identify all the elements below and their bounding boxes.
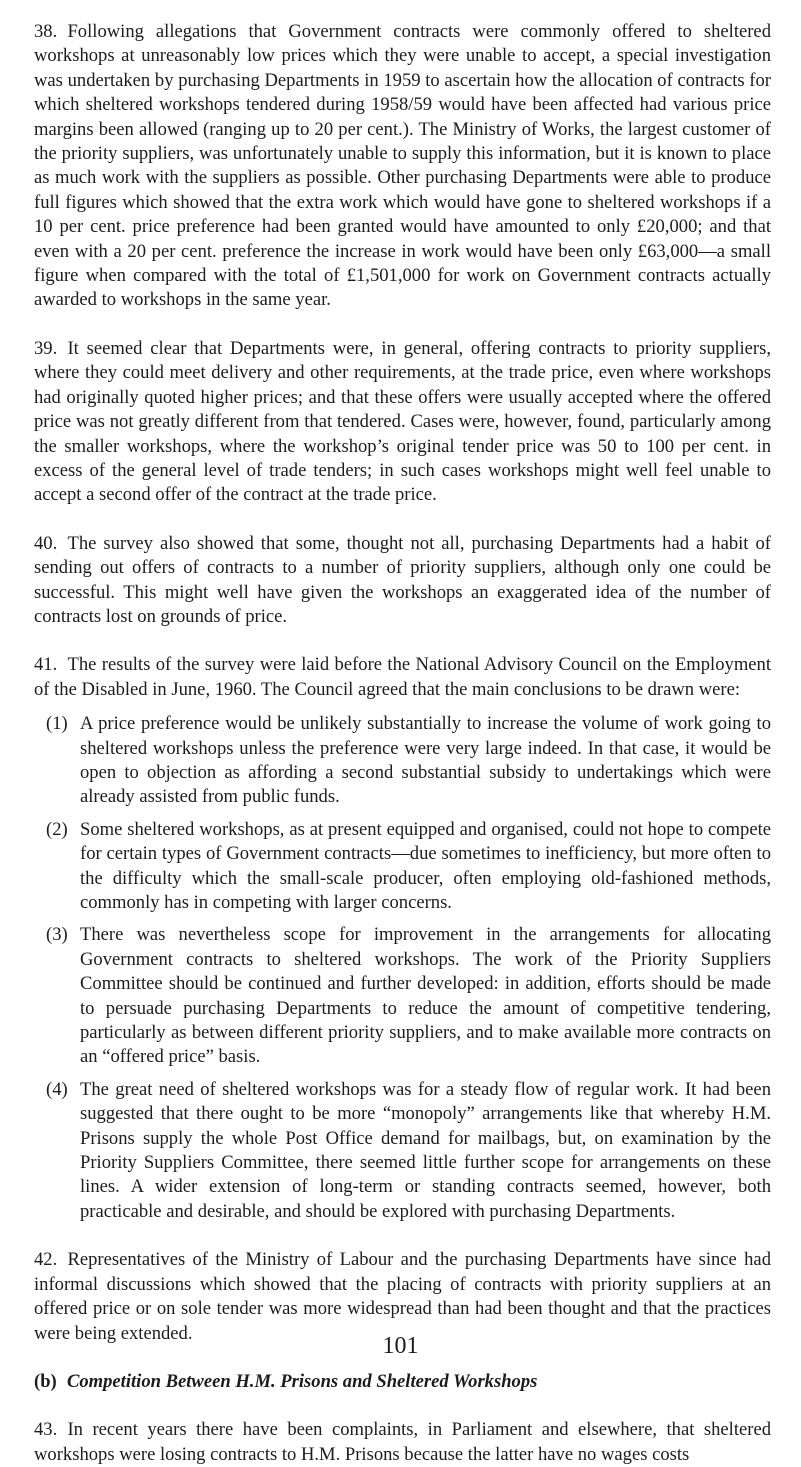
item-text: Some sheltered workshops, as at present equipped and organised, could not hope to compete for certain types of Government contracts—due sometimes to inefficiency, but more often to the difficulty which the small-scale producer, often employing old-fashioned methods, commonly has in competing with larger concerns. <box>80 818 771 913</box>
paragraph-38 <box>34 20 771 313</box>
conclusions-list <box>34 712 771 1224</box>
paragraph-text: The survey also showed that some, thought not all, purchasing Departments had a habit of sending out offers of contracts to a number of priority suppliers, although only one could be successful. This might well have given the workshops an exaggerated idea of the number of contracts lost on grounds of price. <box>34 532 771 627</box>
paragraph-number: 42. <box>34 1249 58 1271</box>
item-marker: (4) <box>46 1078 68 1100</box>
paragraph-number: 41. <box>34 654 58 676</box>
paragraph-text: The results of the survey were laid before the National Advisory Council on the Employment of the Disabled in June, 1960. The Council agreed that the main conclusions to be drawn were: <box>34 654 771 700</box>
paragraph-number: 40. <box>34 532 58 554</box>
paragraph-number: 38. <box>34 21 58 42</box>
section-heading <box>34 1370 771 1394</box>
paragraph-text: Following allegations that Government contracts were commonly offered to sheltered workshops at unreasonably low prices which they were unable to accept, a special investigation was undertaken by purchasing Departments in 1959 to ascertain how the allocation of contracts for which sheltered workshops tendered during 1958/59 would have been affected had various price margins been allowed (ranging up to 20 per cent.). The Ministry of Works, the largest customer of the priority suppliers, was unfortunately unable to supply this information, but it is known to place as much work with the suppliers as possible. Other purchasing Departments were able to produce full figures which showed that the extra work which would have gone to sheltered workshops if a 10 per cent. price preference had been granted would have amounted to only £20,000; and that even with a 20 per cent. preference the increase in work would have been only £63,000—a small figure when compared with the total of £1,501,000 for work on Government contracts actually awarded to workshops in the same year. <box>34 21 771 311</box>
paragraph-number: 39. <box>34 337 58 359</box>
item-text: There was nevertheless scope for improvement in the arrangements for allocating Government contracts to sheltered workshops. The work of the Priority Suppliers Committee should be continued and further developed: in addition, efforts should be made to persuade purchasing Departments to reduce the amount of competitive tendering, particularly as between different priority suppliers, and to make available more contracts on an “offered price” basis. <box>80 924 771 1068</box>
item-text: The great need of sheltered workshops was for a steady flow of regular work. It had been suggested that there ought to be more “monopoly” arrangements like that whereby H.M. Prisons supply the whole Post Office demand for mailbags, but, on examination by the Priority Suppliers Committee, there seemed little further scope for arrangements on these lines. A wider extension of long-term or standing contracts seemed, however, both practicable and desirable, and should be explored with purchasing Departments. <box>80 1078 771 1222</box>
paragraph-43 <box>34 1418 771 1467</box>
conclusion-item <box>34 818 771 916</box>
item-marker: (1) <box>46 713 68 735</box>
paragraph-text: In recent years there have been complaints, in Parliament and elsewhere, that sheltered workshops were losing contracts to H.M. Prisons because the latter have no wages costs <box>34 1419 771 1465</box>
conclusion-item <box>34 712 771 810</box>
item-marker: (2) <box>46 818 68 840</box>
item-text: A price preference would be unlikely substantially to increase the volume of work going to sheltered workshops unless the preference were very large indeed. In that case, it would be open to objection as affording a second substantial subsidy to undertakings which were already assisted from public funds. <box>80 713 771 808</box>
paragraph-40 <box>34 532 771 630</box>
paragraph-number: 43. <box>34 1419 58 1441</box>
paragraph-41 <box>34 653 771 702</box>
page-number: 101 <box>382 1333 419 1359</box>
section-title: Competition Between H.M. Prisons and Sheltered Workshops <box>66 1370 538 1392</box>
paragraph-text: It seemed clear that Departments were, in general, offering contracts to priority suppliers, where they could meet delivery and other requirements, at the trade price, even where workshops had originally quoted higher prices; and that these offers were usually accepted where the offered price was not greatly different from that tendered. Cases were, however, found, particularly among the smaller workshops, where the workshop’s original tender price was 50 to 100 per cent. in excess of the general level of trade tenders; in such cases workshops might well feel unable to accept a second offer of the contract at the trade price. <box>34 337 771 506</box>
conclusion-item <box>34 1078 771 1224</box>
conclusion-item <box>34 923 771 1069</box>
paragraph-39 <box>34 337 771 508</box>
section-letter: (b) <box>34 1370 57 1392</box>
paragraph-text: Representatives of the Ministry of Labour and the purchasing Departments have since had informal discussions which showed that the placing of contracts with priority suppliers at an offered price or on sole tender was more widespread than had been thought and that the practices were being extended. <box>34 1249 771 1344</box>
item-marker: (3) <box>46 924 68 946</box>
